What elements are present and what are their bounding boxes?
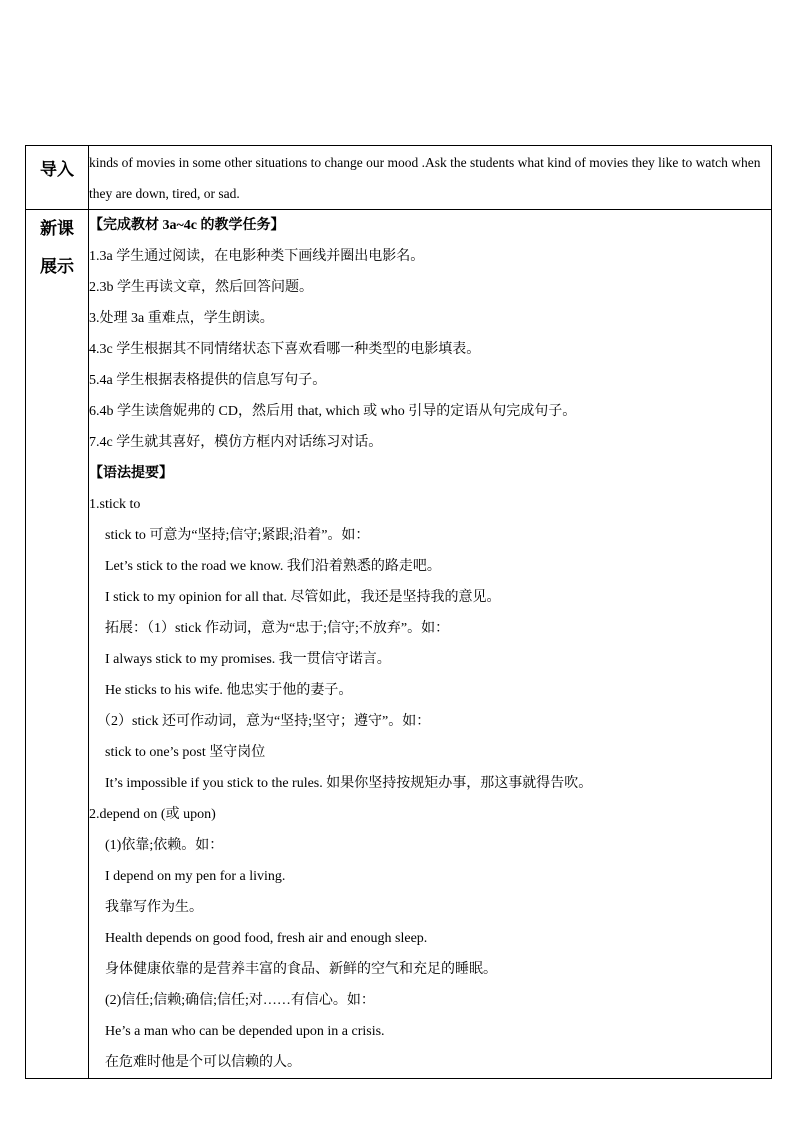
intro-content-cell: [89, 146, 772, 210]
content-line: 2.depend on (或 upon): [89, 807, 216, 822]
content-line: stick to one’s post 坚守岗位: [105, 745, 266, 760]
content-line: 5.4a 学生根据表格提供的信息写句子。: [89, 373, 327, 388]
intro-row: [26, 146, 772, 210]
content-line: It’s impossible if you stick to the rules. 如果你坚持按规矩办事，那这事就得告吹。: [105, 776, 593, 791]
new-lesson-content-cell: [89, 210, 772, 1079]
new-lesson-lines: [89, 210, 771, 1078]
content-line: 1.stick to: [89, 497, 141, 512]
content-line: He’s a man who can be depended upon in a crisis.: [105, 1024, 385, 1039]
content-line: 我靠写作为生。: [105, 900, 203, 915]
content-line: 7.4c 学生就其喜好，模仿方框内对话练习对话。: [89, 435, 383, 450]
intro-label-cell: [26, 146, 89, 210]
content-line: I depend on my pen for a living.: [105, 869, 286, 884]
content-line: 身体健康依靠的是营养丰富的食品、新鲜的空气和充足的睡眠。: [105, 962, 497, 977]
intro-label: 导入: [40, 160, 74, 180]
content-line: Let’s stick to the road we know. 我们沿着熟悉的路走吧。: [105, 559, 441, 574]
content-line: 在危难时他是个可以信赖的人。: [105, 1055, 301, 1070]
content-line: He sticks to his wife. 他忠实于他的妻子。: [105, 683, 353, 698]
content-line: (1)依靠;依赖。如：: [105, 838, 224, 853]
content-line: 拓展：（1）stick 作动词，意为“忠于;信守;不放弃”。如：: [105, 621, 450, 636]
lesson-table: [25, 145, 772, 1079]
content-line: I stick to my opinion for all that. 尽管如此，我还是坚持我的意见。: [105, 590, 501, 605]
content-line: 2.3b 学生再读文章，然后回答问题。: [89, 280, 313, 295]
new-lesson-label-line2: 展示: [40, 257, 74, 277]
content-line: 【完成教材 3a~4c 的教学任务】: [89, 218, 285, 233]
new-lesson-label-line1: 新课: [40, 219, 74, 239]
new-lesson-label-cell: [26, 210, 89, 1079]
content-line: I always stick to my promises. 我一贯信守诺言。: [105, 652, 391, 667]
content-line: (2)信任;信赖;确信;信任;对……有信心。如：: [105, 993, 375, 1008]
content-line: 【语法提要】: [89, 466, 173, 481]
new-lesson-row: [26, 210, 772, 1079]
content-line: Health depends on good food, fresh air and enough sleep.: [105, 931, 428, 946]
content-line: （2）stick 还可作动词，意为“坚持;坚守；遵守”。如：: [97, 714, 431, 729]
content-line: stick to 可意为“坚持;信守;紧跟;沿着”。如：: [105, 528, 370, 543]
content-line: 4.3c 学生根据其不同情绪状态下喜欢看哪一种类型的电影填表。: [89, 342, 481, 357]
content-line: 3.处理 3a 重难点，学生朗读。: [89, 311, 274, 326]
content-line: 1.3a 学生通过阅读，在电影种类下画线并圈出电影名。: [89, 249, 425, 264]
content-line: 6.4b 学生读詹妮弗的 CD，然后用 that, which 或 who 引导的定语从句完成句子。: [89, 404, 577, 419]
intro-text: kinds of movies in some other situations to change our mood .Ask the students what kind of movies they like to watch when they are down, tired, or sad.: [89, 155, 761, 201]
